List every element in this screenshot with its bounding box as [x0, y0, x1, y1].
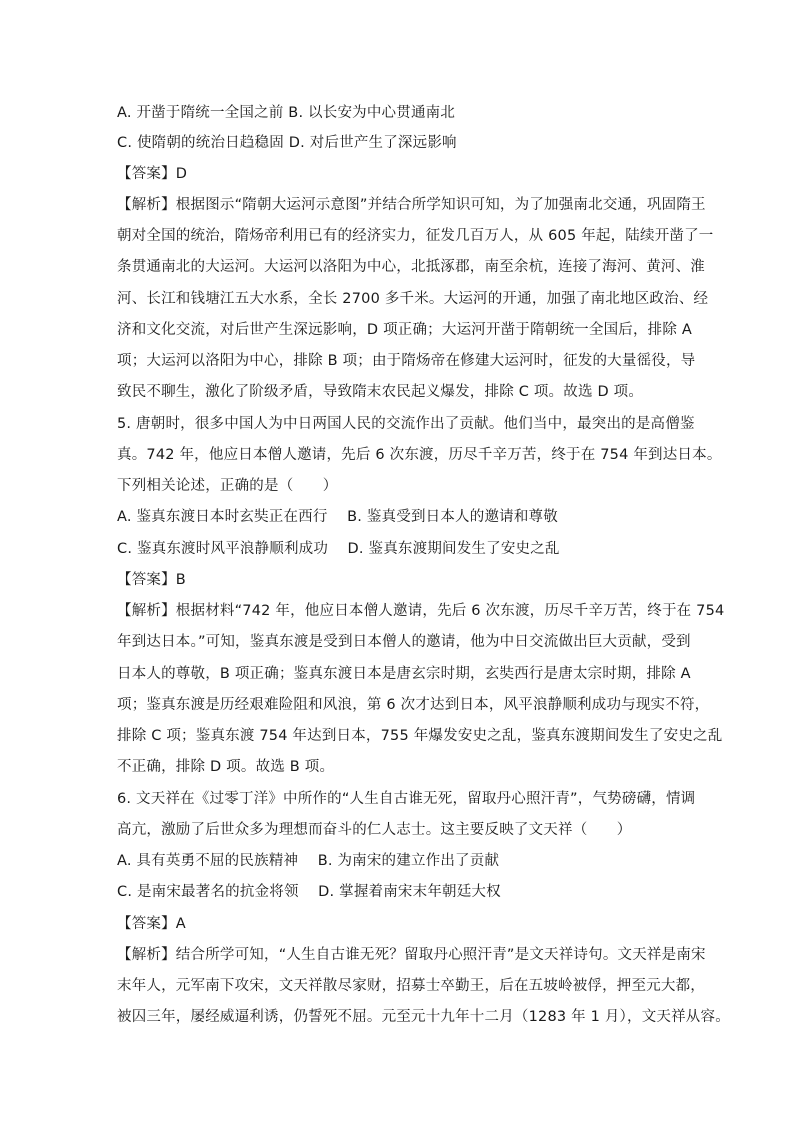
- option-line: A. 具有英勇不屈的民族精神 B. 为南宋的建立作出了贡献: [117, 853, 500, 869]
- question-line: 6. 文天祥在《过零丁洋》中所作的“人生自古谁无死，留取丹心照汗青”，气势磅礴，情调: [117, 791, 696, 807]
- text-line: A. 开凿于隋统一全国之前 B. 以长安为中心贯通南北: [117, 105, 456, 121]
- option-line: C. 鉴真东渡时风平浪静顺利成功 D. 鉴真东渡期间发生了安史之乱: [117, 541, 560, 557]
- text-line: 【解析】结合所学可知，“人生自古谁无死？留取丹心照汗青”是文天祥诗句。文天祥是南宋: [117, 947, 706, 963]
- answer-line: 【答案】A: [117, 916, 186, 932]
- answer-line: 【答案】B: [117, 572, 186, 588]
- text-line: 真。742 年，他应日本僧人邀请，先后 6 次东渡，历尽千辛万苦，终于在 754 年到达日本。: [117, 447, 722, 463]
- text-line: 河、长江和钱塘江五大水系，全长 2700 多千米。大运河的开通，加强了南北地区政治、经: [117, 291, 709, 307]
- text-line: 年到达日本。”可知，鉴真东渡是受到日本僧人的邀请，他为中日交流做出巨大贡献，受到: [117, 634, 691, 650]
- text-line: 【解析】根据材料“742 年，他应日本僧人邀请，先后 6 次东渡，历尽千辛万苦，终于在 754: [117, 603, 725, 619]
- text-line: 不正确，排除 D 项。故选 B 项。: [117, 759, 335, 775]
- text-line: 末年人，元军南下攻宋，文天祥散尽家财，招募士卒勤王，后在五坡岭被俘，押至元大都，: [117, 978, 705, 994]
- text-line: 下列相关论述，正确的是（ ）: [117, 478, 338, 494]
- text-line: 致民不聊生，激化了阶级矛盾，导致隋末农民起义爆发，排除 C 项。故选 D 项。: [117, 384, 644, 400]
- text-line: 朝对全国的统治，隋炀帝利用已有的经济实力，征发几百万人，从 605 年起，陆续开凿了一: [117, 228, 714, 244]
- option-line: C. 是南宋最著名的抗金将领 D. 掌握着南宋末年朝廷大权: [117, 884, 501, 900]
- text-line: 【解析】根据图示“隋朝大运河示意图”并结合所学知识可知，为了加强南北交通，巩固隋王: [117, 197, 706, 213]
- text-line: 项；鉴真东渡是历经艰难险阻和风浪，第 6 次才达到日本，风平浪静顺利成功与现实不符，: [117, 697, 710, 713]
- text-line: 项；大运河以洛阳为中心，排除 B 项；由于隋炀帝在修建大运河时，征发的大量徭役，导: [117, 353, 696, 369]
- text-line: 济和文化交流，对后世产生深远影响，D 项正确；大运河开凿于隋朝统一全国后，排除 A: [117, 322, 692, 338]
- question-line: 5. 唐朝时，很多中国人为中日两国人民的交流作出了贡献。他们当中，最突出的是高僧鉴: [117, 416, 695, 432]
- text-line: 排除 C 项；鉴真东渡 754 年达到日本，755 年爆发安史之乱，鉴真东渡期间发生了安史之乱: [117, 728, 723, 744]
- text-line: C. 使隋朝的统治日趋稳固 D. 对后世产生了深远影响: [117, 135, 457, 151]
- option-line: A. 鉴真东渡日本时玄奘正在西行 B. 鉴真受到日本人的邀请和尊敬: [117, 509, 558, 525]
- answer-line: 【答案】D: [117, 166, 188, 182]
- text-line: 高亢，激励了后世众多为理想而奋斗的仁人志士。这主要反映了文天祥（ ）: [117, 822, 632, 838]
- text-line: 被囚三年，屡经威逼利诱，仍誓死不屈。元至元十九年十二月（1283 年 1 月），文天祥从容。: [117, 1009, 730, 1025]
- text-line: 条贯通南北的大运河。大运河以洛阳为中心，北抵涿郡，南至余杭，连接了海河、黄河、淮: [117, 259, 705, 275]
- text-line: 日本人的尊敬，B 项正确；鉴真东渡日本是唐玄宗时期，玄奘西行是唐太宗时期，排除 A: [117, 666, 691, 682]
